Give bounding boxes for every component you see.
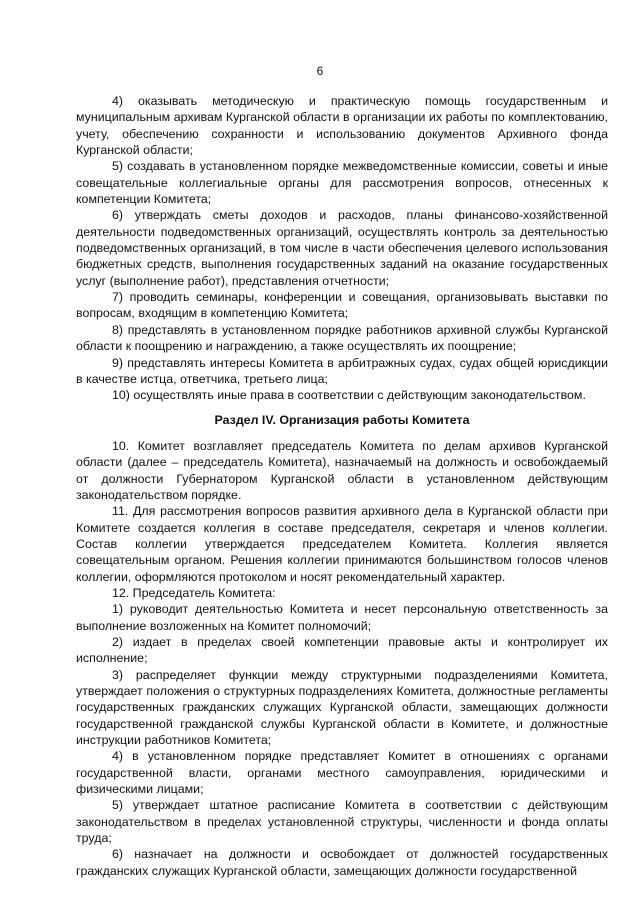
paragraph: 9) представлять интересы Комитета в арбитражных судах, судах общей юрисдикции в качестве истца, ответчика, третьего лица; xyxy=(76,355,608,386)
document-body xyxy=(76,93,608,879)
paragraph: 10. Комитет возглавляет председатель Комитета по делам архивов Курганской области (далее – председатель Комитета), назначаемый на должность и освобождаемый от должности Губернатором Курганской области в установленном действующим законодательством порядке. xyxy=(76,438,608,502)
page-number: 6 xyxy=(316,64,324,78)
paragraph: 11. Для рассмотрения вопросов развития архивного дела в Курганской области при Комитете создается коллегия в составе председателя, секретаря и членов коллегии. Состав коллегии утверждается председателем Комитета. Коллегия является совещательным органом. Решения коллегии принимаются большинством голосов членов коллегии, оформляются протоколом и носят рекомендательный характер. xyxy=(76,504,608,584)
paragraph: 10) осуществлять иные права в соответствии с действующим законодательством. xyxy=(112,388,586,403)
paragraph: 5) создавать в установленном порядке межведомственные комиссии, советы и иные совещательные коллегиальные органы для рассмотрения вопросов, отнесенных к компетенции Комитета; xyxy=(76,159,608,207)
paragraph: 4) оказывать методическую и практическую помощь государственным и муниципальным архивам Курганской области в организации их работы по комплектованию, учету, обеспечению сохранности и использованию документов Архивного фонда Курганской области; xyxy=(76,94,608,158)
section-title: Раздел IV. Организация работы Комитета xyxy=(214,412,470,427)
paragraph: 8) представлять в установленном порядке работников архивной службы Курганской области к поощрению и награждению, а также осуществлять их поощрение; xyxy=(76,322,608,354)
paragraph: 2) издает в пределах своей компетенции правовые акты и контролирует их исполнение; xyxy=(76,635,608,666)
paragraph: 4) в установленном порядке представляет Комитет в отношениях с органами государственной власти, органами местного самоуправления, юридическими и физическими лицами; xyxy=(76,749,608,797)
paragraph: 5) утверждает штатное расписание Комитета в соответствии с действующим законодательством в пределах установленной структуры, численности и фонда оплаты труда; xyxy=(76,798,608,846)
paragraph: 6) назначает на должности и освобождает от должностей государственных гражданских служащих Курганской области, замещающих должности государственной xyxy=(76,847,608,878)
paragraph: 1) руководит деятельностью Комитета и несет персональную ответственность за выполнение возложенных на Комитет полномочий; xyxy=(76,602,608,633)
paragraph: 3) распределяет функции между структурными подразделениями Комитета, утверждает положения о структурных подразделениях Комитета, должностные регламенты государственных гражданских служащих Курганской области, замещающих должности государственной гражданской службы Курганской области в Комитете, и должностные инструкции работников Комитета; xyxy=(76,667,608,748)
paragraph: 7) проводить семинары, конференции и совещания, организовывать выставки по вопросам, входящим в компетенцию Комитета; xyxy=(76,290,608,321)
paragraph: 6) утверждать сметы доходов и расходов, планы финансово-хозяйственной деятельности подведомственных организаций, осуществлять контроль за деятельностью подведомственных организаций, в том числе в части обеспечения целевого использования бюджетных средств, выполнения государственных заданий на оказание государственных услуг (выполнение работ), представления отчетности; xyxy=(76,208,608,288)
paragraph: 12. Председатель Комитета: xyxy=(112,585,276,600)
